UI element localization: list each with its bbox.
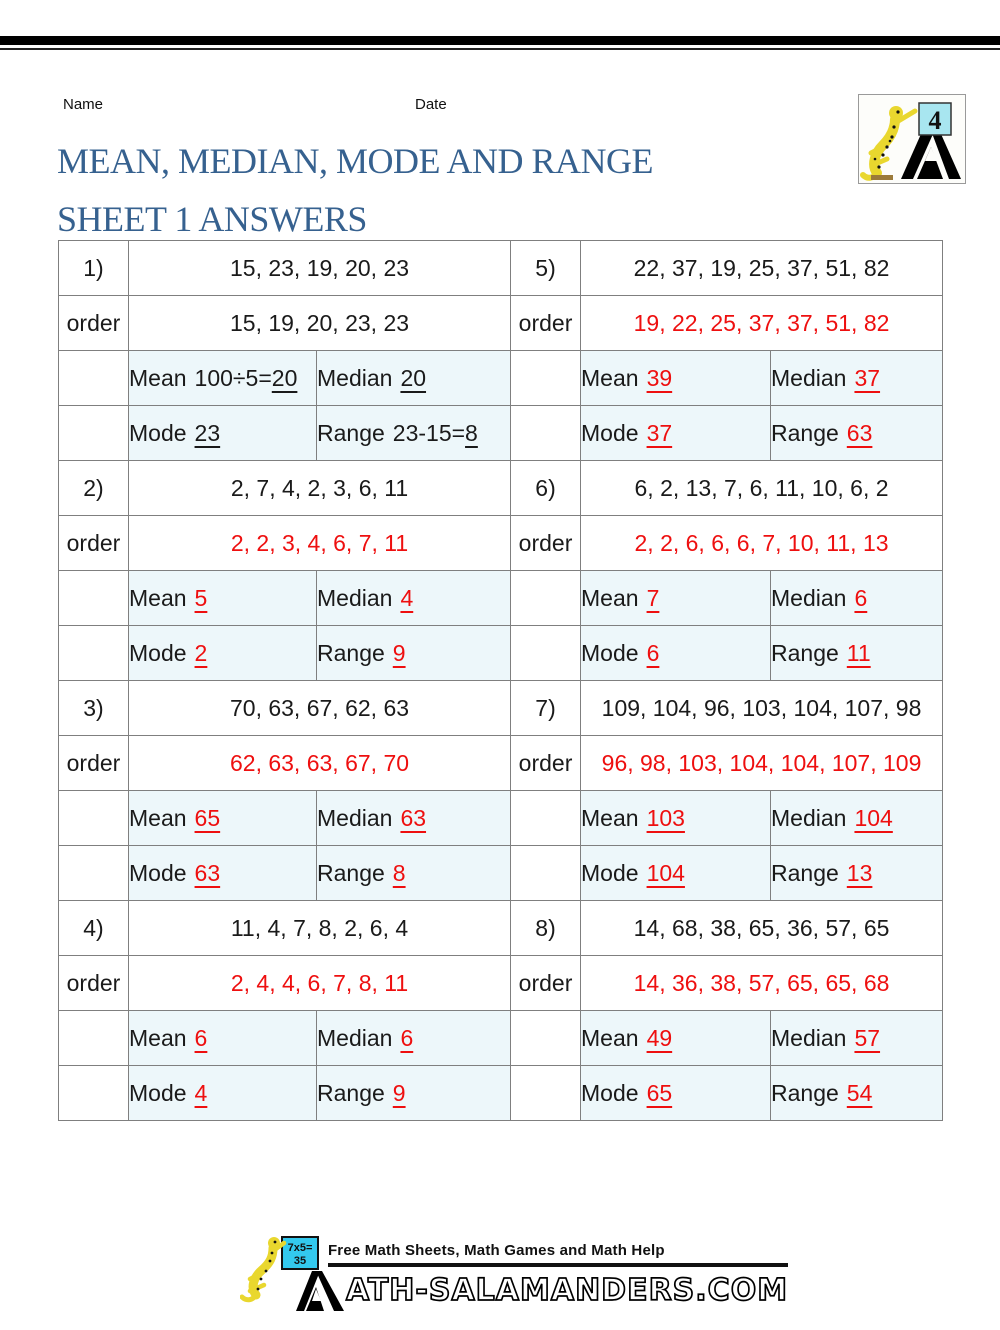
blank-cell — [59, 791, 129, 846]
footer-site-rest: ATH-SALAMANDERS.COM — [345, 1273, 789, 1308]
range-cell: Range 8 — [317, 846, 511, 901]
top-rule — [0, 36, 1000, 50]
mean-cell: Mean 103 — [581, 791, 771, 846]
problem-number: 2) — [59, 461, 129, 516]
order-label: order — [59, 516, 129, 571]
order-label: order — [59, 296, 129, 351]
mean-cell: Mean 100÷5=20 — [129, 351, 317, 406]
ordered-list: 2, 4, 4, 6, 7, 8, 11 — [129, 956, 511, 1011]
range-cell: Range 11 — [771, 626, 943, 681]
m-glyph-counter — [925, 147, 937, 161]
median-cell: Median 57 — [771, 1011, 943, 1066]
blank-cell — [59, 1011, 129, 1066]
median-cell: Median 6 — [771, 571, 943, 626]
problem-number: 6) — [511, 461, 581, 516]
problem-number: 8) — [511, 901, 581, 956]
mode-cell: Mode 104 — [581, 846, 771, 901]
median-cell: Median 4 — [317, 571, 511, 626]
table-row — [59, 296, 943, 351]
ordered-list: 19, 22, 25, 37, 37, 51, 82 — [581, 296, 943, 351]
table-row — [59, 681, 943, 736]
blank-cell — [511, 1066, 581, 1121]
median-cell: Median 63 — [317, 791, 511, 846]
problem-number: 1) — [59, 241, 129, 296]
ordered-list: 2, 2, 6, 6, 6, 7, 10, 11, 13 — [581, 516, 943, 571]
blank-cell — [511, 791, 581, 846]
ordered-list: 96, 98, 103, 104, 104, 107, 109 — [581, 736, 943, 791]
table-row — [59, 516, 943, 571]
footer-board-line1: 7x5= — [287, 1242, 313, 1254]
table-row — [59, 736, 943, 791]
data-list: 15, 23, 19, 20, 23 — [129, 241, 511, 296]
salamander-grade-icon — [859, 95, 965, 183]
mode-cell: Mode 6 — [581, 626, 771, 681]
data-list: 22, 37, 19, 25, 37, 51, 82 — [581, 241, 943, 296]
table-row — [59, 626, 943, 681]
blank-cell — [511, 351, 581, 406]
ordered-list: 2, 2, 3, 4, 6, 7, 11 — [129, 516, 511, 571]
salamander-stool — [871, 175, 893, 180]
grade-logo — [858, 94, 966, 184]
problem-number: 4) — [59, 901, 129, 956]
data-list: 11, 4, 7, 8, 2, 6, 4 — [129, 901, 511, 956]
problem-number: 3) — [59, 681, 129, 736]
blank-cell — [511, 571, 581, 626]
data-list: 14, 68, 38, 65, 36, 57, 65 — [581, 901, 943, 956]
table-row — [59, 406, 943, 461]
mode-cell: Mode 65 — [581, 1066, 771, 1121]
data-list: 6, 2, 13, 7, 6, 11, 10, 6, 2 — [581, 461, 943, 516]
blank-cell — [511, 846, 581, 901]
order-label: order — [511, 516, 581, 571]
data-list: 70, 63, 67, 62, 63 — [129, 681, 511, 736]
footer-text-column — [328, 1233, 788, 1313]
table-row — [59, 351, 943, 406]
footer-m-glyph — [294, 1267, 346, 1313]
mean-cell: Mean 6 — [129, 1011, 317, 1066]
problem-number: 5) — [511, 241, 581, 296]
page-title-line2: SHEET 1 ANSWERS — [57, 199, 367, 239]
table-row — [59, 956, 943, 1011]
mode-cell: Mode 2 — [129, 626, 317, 681]
order-label: order — [511, 296, 581, 351]
range-cell: Range 54 — [771, 1066, 943, 1121]
footer-board-line2: 35 — [293, 1255, 307, 1267]
range-cell: Range 9 — [317, 626, 511, 681]
blank-cell — [511, 1011, 581, 1066]
order-label: order — [511, 956, 581, 1011]
ordered-list: 15, 19, 20, 23, 23 — [129, 296, 511, 351]
table-row — [59, 846, 943, 901]
footer-brand — [0, 1233, 1000, 1313]
mean-cell: Mean 7 — [581, 571, 771, 626]
range-cell: Range 63 — [771, 406, 943, 461]
name-label: Name — [63, 96, 104, 113]
mean-cell: Mean 65 — [129, 791, 317, 846]
range-cell: Range 23-15=8 — [317, 406, 511, 461]
footer-tagline: Free Math Sheets, Math Games and Math Help — [327, 1242, 665, 1259]
mean-cell: Mean 39 — [581, 351, 771, 406]
blank-cell — [59, 571, 129, 626]
date-label: Date — [415, 96, 447, 113]
blank-cell — [511, 406, 581, 461]
blank-cell — [59, 351, 129, 406]
table-row — [59, 1066, 943, 1121]
median-cell: Median 37 — [771, 351, 943, 406]
ordered-list: 62, 63, 63, 67, 70 — [129, 736, 511, 791]
grade-number: 4 — [928, 106, 942, 135]
blank-cell — [59, 406, 129, 461]
table-row — [59, 571, 943, 626]
mode-cell: Mode 63 — [129, 846, 317, 901]
mode-cell: Mode 23 — [129, 406, 317, 461]
range-cell: Range 13 — [771, 846, 943, 901]
order-label: order — [59, 956, 129, 1011]
mean-cell: Mean 49 — [581, 1011, 771, 1066]
problem-number: 7) — [511, 681, 581, 736]
answers-table — [58, 240, 943, 1121]
blank-cell — [59, 626, 129, 681]
table-row — [59, 241, 943, 296]
page-title-line1: MEAN, MEDIAN, MODE AND RANGE — [57, 141, 653, 181]
blank-cell — [511, 626, 581, 681]
mode-cell: Mode 37 — [581, 406, 771, 461]
blank-cell — [59, 1066, 129, 1121]
range-cell: Range 9 — [317, 1066, 511, 1121]
data-list: 109, 104, 96, 103, 104, 107, 98 — [581, 681, 943, 736]
table-row — [59, 1011, 943, 1066]
footer-logo — [240, 1233, 788, 1313]
mode-cell: Mode 4 — [129, 1066, 317, 1121]
footer-salamander-tail — [242, 1295, 256, 1300]
median-cell: Median 6 — [317, 1011, 511, 1066]
footer-site-name — [294, 1267, 788, 1313]
table-row — [59, 791, 943, 846]
table-row — [59, 461, 943, 516]
order-label: order — [511, 736, 581, 791]
table-row — [59, 901, 943, 956]
order-label: order — [59, 736, 129, 791]
ordered-list: 14, 36, 38, 57, 65, 65, 68 — [581, 956, 943, 1011]
blank-cell — [59, 846, 129, 901]
page-title — [57, 132, 653, 248]
mean-cell: Mean 5 — [129, 571, 317, 626]
median-cell: Median 20 — [317, 351, 511, 406]
data-list: 2, 7, 4, 2, 3, 6, 11 — [129, 461, 511, 516]
median-cell: Median 104 — [771, 791, 943, 846]
